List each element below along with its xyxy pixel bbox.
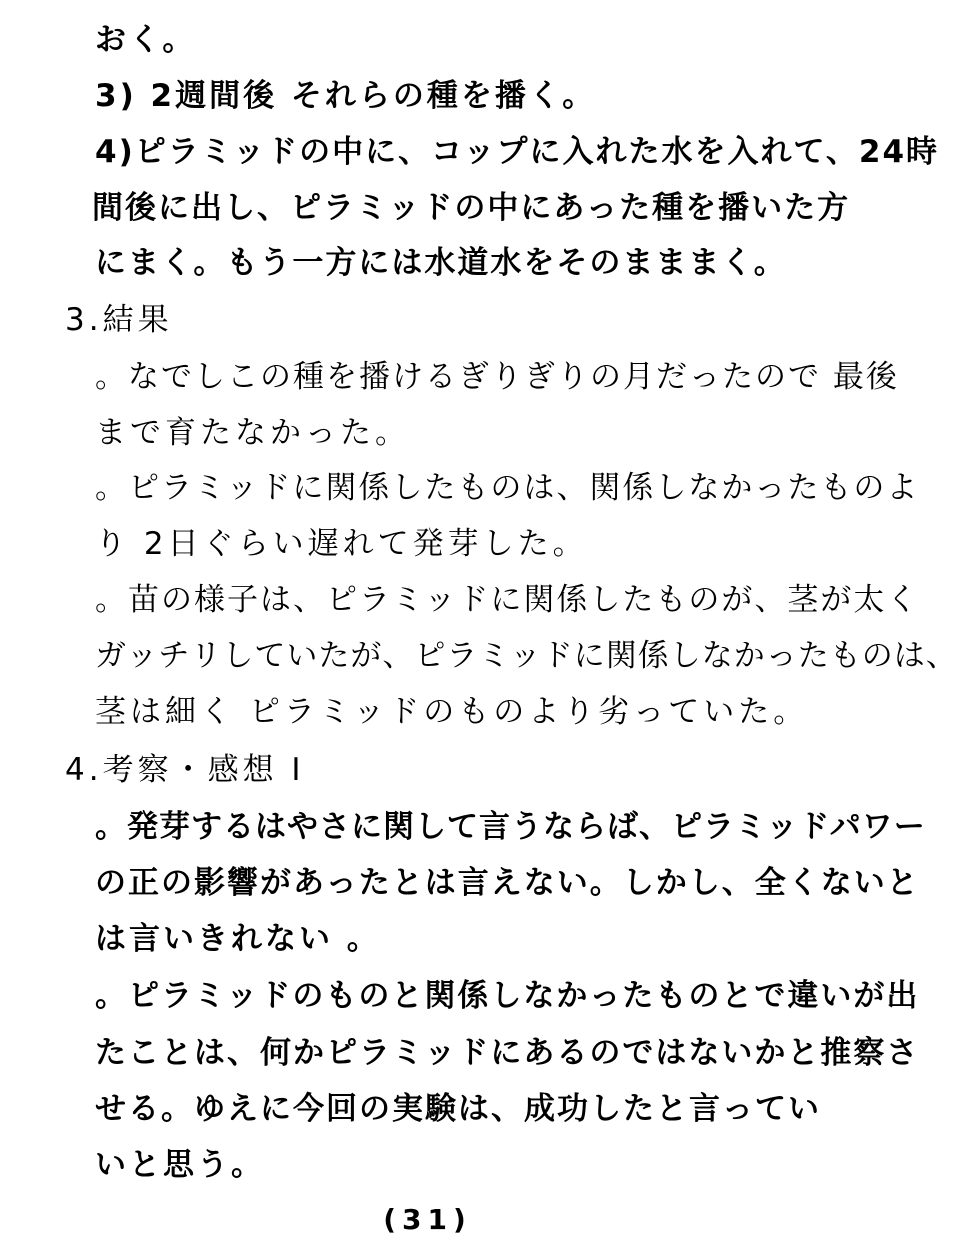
text-line-17: は言いきれない 。 <box>95 921 381 957</box>
text-line-9: 。ピラミッドに関係したものは、関係しなかったものよ <box>95 470 920 506</box>
text-line-19: たことは、何かピラミッドにあるのではないかと推察さ <box>95 1035 920 1071</box>
text-line-11: 。苗の様子は、ピラミッドに関係したものが、茎が太く <box>95 582 920 618</box>
text-line-15: 。発芽するはやさに関して言うならば、ピラミッドパワー <box>95 809 926 845</box>
section-heading-results: 3.結果 <box>65 302 173 338</box>
text-line-20: せる。ゆえに今回の実験は、成功したと言ってい <box>95 1091 821 1127</box>
page-number: (31) <box>383 1203 472 1236</box>
text-line-10: り 2日ぐらい遅れて発芽した。 <box>95 526 588 562</box>
text-line-2: 3) 2週間後 それらの種を播く。 <box>95 78 597 114</box>
text-line-5: にまく。もう一方には水道水をそのまままく。 <box>95 245 787 281</box>
text-line-18: 。ピラミッドのものと関係しなかったものとで違いが出 <box>95 978 920 1014</box>
text-line-21: いと思う。 <box>95 1147 265 1183</box>
text-line-7: 。なでしこの種を播けるぎりぎりの月だったので 最後 <box>95 359 899 395</box>
text-line-3: 4)ピラミッドの中に、コップに入れた水を入れて、24時 <box>95 134 940 170</box>
text-line-16: の正の影響があったとは言えない。しかし、全くないと <box>95 865 920 901</box>
text-line-12: ガッチリしていたが、ピラミッドに関係しなかったものは、 <box>95 638 958 674</box>
text-line-8: まで育たなかった。 <box>95 415 410 451</box>
text-line-1: おく。 <box>95 22 197 58</box>
text-line-13: 茎は細く ピラミッドのものより劣っていた。 <box>95 694 809 730</box>
text-line-4: 間後に出し、ピラミッドの中にあった種を播いた方 <box>92 190 851 226</box>
section-heading-discussion: 4.考察・感想 I <box>65 752 305 788</box>
